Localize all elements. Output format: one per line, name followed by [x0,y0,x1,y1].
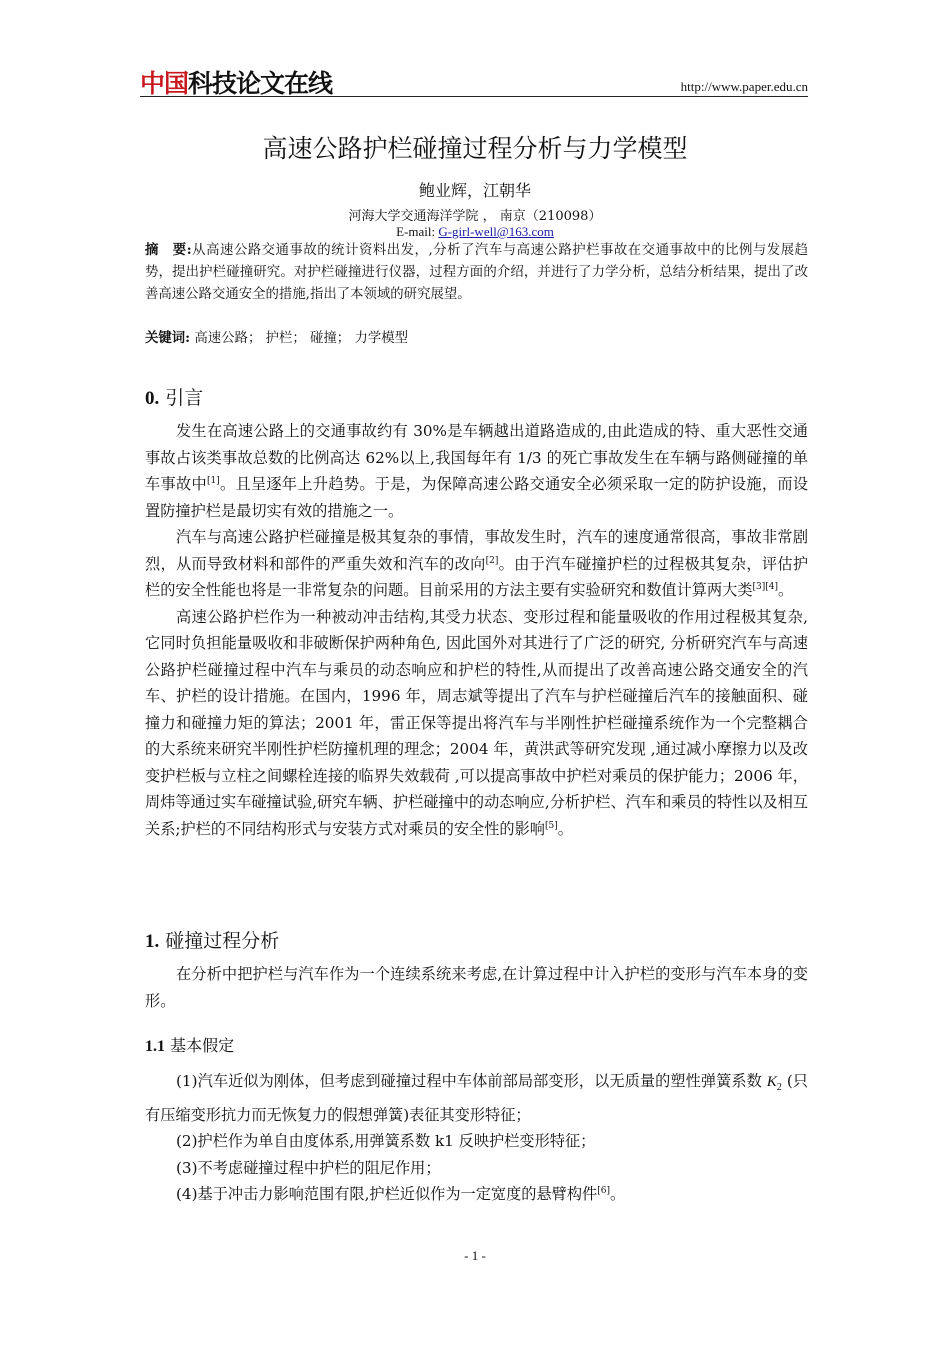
keywords-text: 高速公路； 护栏； 碰撞； 力学模型 [190,331,409,346]
citation[interactable]: [3][4] [752,581,778,592]
spring-coefficient-k2 [766,1073,782,1094]
list-item [145,1181,808,1208]
page-number: - 1 - [464,1248,486,1263]
abstract [145,239,808,306]
section-number: 1. [145,931,160,952]
paragraph-text: 高速公路护栏作为一种被动冲击结构,其受力状态、变形过程和能量吸收的作用过程极其复杂, 它同时负担能量吸收和非破断保护两种角色, 因此国外对其进行了广泛的研究, 分析研究汽车与高速公路护栏碰撞过程中汽车与乘员的动态响应和护栏的特性,从而提出了改善高速公路交通安全的汽车、护栏的设计措施。在国内，1996 年，周志斌等提出了汽车与护栏碰撞后汽车的接触面积、碰撞力和碰撞力矩的算法；2001 年，雷正保等提出将汽车与半刚性护栏碰撞系统作为一个完整耦合的大系统来研究半刚性护栏防撞机理的理念；2004 年，黄洪武等研究发现 ,通过减小摩擦力以及改变护栏板与立柱之间螺栓连接的临界失效载荷 ,可以提高事故中护栏对乘员的保护能力；2006 年，周炜等通过实车碰撞试验,研究车辆、护栏碰撞中的动态响应,分析护栏、汽车和乘员的特性以及相互关系;护栏的不同结构形式与安装方式对乘员的安全性的影响 [145,607,808,838]
paragraph-text: 汽车与高速公路护栏碰撞是极其复杂的事情，事故发生时，汽车的速度通常很高，事故非常剧烈，从而导致材料和部件的严重失效和汽车的改向 [145,528,808,573]
paragraph-text: 。 [778,581,794,599]
email-line [0,224,950,240]
site-logo [140,64,332,100]
paragraph-text: 。由于汽车碰撞护栏的过程极其复杂，评估护栏的安全性能也将是一非常复杂的问题。目前采用的方法主要有实验研究和数值计算两大类 [145,554,809,599]
introduction-body [145,418,808,842]
paragraph-text: 发生在高速公路上的交通事故约有 30%是车辆越出道路造成的,由此造成的特、重大恶性交通事故占该类事故总数的比例高达 62%以上,我国每年有 1/3 的死亡事故发生在车辆与路侧碰撞的单车事故中 [145,422,808,493]
list-item: (3)不考虑碰撞过程中护栏的阻尼作用； [176,1158,441,1177]
abstract-text: 从高速公路交通事故的统计资料出发，,分析了汽车与高速公路护栏事故在交通事故中的比例与发展趋势，提出护栏碰撞研究。对护栏碰撞进行仪器，过程方面的介绍，并进行了力学分析，总结分析结果，提出了改善高速公路交通安全的措施,指出了本领域的研究展望。 [145,243,808,302]
header-url[interactable]: http://www.paper.edu.cn [680,79,808,94]
list-item [145,1068,808,1128]
var-subscript: 2 [776,1082,782,1094]
affiliation: 河海大学交通海洋学院 ， 南京（210098） [348,209,602,224]
paragraph: 在分析中把护栏与汽车作为一个连续系统来考虑,在计算过程中计入护栏的变形与汽车本身的变形。 [145,965,808,1010]
assumptions-list [145,1068,808,1208]
item-text: (4)基于冲击力影响范围有限,护栏近似作为一定宽度的悬臂构件 [176,1185,598,1204]
section-title: 碰撞过程分析 [159,930,280,952]
paragraph [145,418,808,524]
item-text: 。 [609,1185,626,1204]
header-divider [140,96,808,97]
collision-analysis-body [145,961,808,1014]
section-number: 0. [145,388,160,409]
citation[interactable]: [5] [545,820,558,831]
section-heading-introduction [145,383,203,410]
citation[interactable]: [1] [206,475,220,486]
authors: 鲍业辉，江朝华 [418,181,531,200]
paragraph [145,524,808,604]
paragraph [145,604,808,843]
section-heading-collision-analysis [145,926,279,953]
list-item: (2)护栏作为单自由度体系,用弹簧系数 k1 反映护栏变形特征； [176,1132,596,1151]
paragraph-text: 。 [557,819,573,838]
email-link[interactable]: G-girl-well@163.com [438,224,554,239]
logo-keji: 科技论文在线 [188,69,333,98]
paper-title: 高速公路护栏碰撞过程分析与力学模型 [262,134,688,163]
paragraph-text: 。且呈逐年上升趋势。于是，为保障高速公路交通安全必须采取一定的防护设施，而设置防撞护栏是最切实有效的措施之一。 [145,475,809,520]
abstract-label: 摘 要: [145,242,192,258]
citation[interactable]: [2] [485,555,499,566]
item-text: (只有压缩变形抗力而无恢复力的假想弹簧)表征其变形特征； [145,1072,808,1124]
citation[interactable]: [6] [597,1185,610,1196]
section-title: 引言 [159,387,204,409]
keywords-label: 关键词: [145,330,191,346]
item-text: (1)汽车近似为刚体，但考虑到碰撞过程中车体前部局部变形，以无质量的塑性弹簧系数 [176,1072,767,1090]
keywords [145,327,808,350]
email-label: E-mail: [396,224,439,239]
subsection-heading-assumptions [145,1033,234,1056]
var-symbol: K [766,1073,777,1090]
logo-china: 中国 [140,69,189,98]
subsection-title: 基本假定 [165,1036,235,1055]
subsection-number: 1.1 [145,1038,165,1055]
